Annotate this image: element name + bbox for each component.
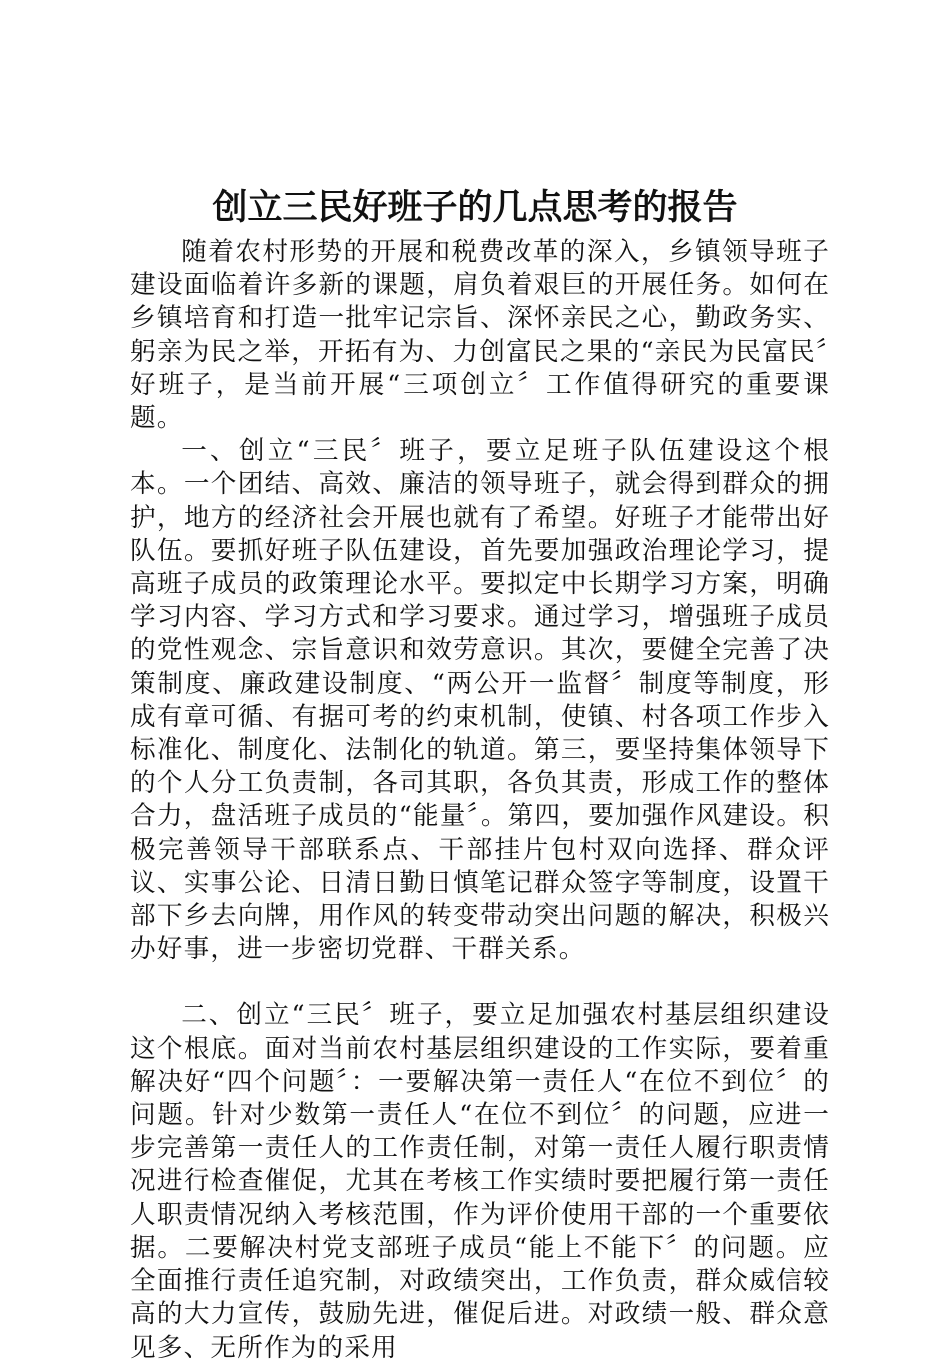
paragraph-intro: 随着农村形势的开展和税费改革的深入，乡镇领导班子建设面临着许多新的课题，肩负着艰巨的开展任务。如何在乡镇培育和打造一批牢记宗旨、深怀亲民之心，勤政务实、躬亲为民之举，开拓有为、力创富民之果的“亲民为民富民〞好班子，是当前开展“三项创立〞工作值得研究的重要课题。 <box>130 237 830 434</box>
document-title: 创立三民好班子的几点思考的报告 <box>212 187 738 228</box>
document-body <box>130 236 830 1365</box>
paragraph-section-two: 二、创立“三民〞班子，要立足加强农村基层组织建设这个根底。面对当前农村基层组织建设的工作实际，要着重解决好“四个问题〞：一要解决第一责任人“在位不到位〞的问题。针对少数第一责任人“在位不到位〞的问题，应进一步完善第一责任人的工作责任制，对第一责任人履行职责情况进行检查催促，尤其在考核工作实绩时要把履行第一责任人职责情况纳入考核范围，作为评价使用干部的一个重要依据。二要解决村党支部班子成员“能上不能下〞的问题。应全面推行责任追究制，对政绩突出，工作负责，群众威信较高的大力宣传，鼓励先进，催促后进。对政绩一般、群众意见多、无所作为的采用 <box>130 1000 830 1363</box>
paragraph-section-one: 一、创立“三民〞班子，要立足班子队伍建设这个根本。一个团结、高效、廉洁的领导班子，就会得到群众的拥护，地方的经济社会开展也就有了希望。好班子才能带出好队伍。要抓好班子队伍建设，首先要加强政治理论学习，提高班子成员的政策理论水平。要拟定中长期学习方案，明确学习内容、学习方式和学习要求。通过学习，增强班子成员的党性观念、宗旨意识和效劳意识。其次，要健全完善了决策制度、廉政建设制度、“两公开一监督〞制度等制度，形成有章可循、有据可考的约束机制，使镇、村各项工作步入标准化、制度化、法制化的轨道。第三，要坚持集体领导下的个人分工负责制，各司其职，各负其责，形成工作的整体合力，盘活班子成员的“能量〞。第四，要加强作风建设。积极完善领导干部联系点、干部挂片包村双向选择、群众评议、实事公论、日清日勤日慎笔记群众签字等制度，设置干部下乡去向牌，用作风的转变带动突出问题的解决，积极兴办好事，进一步密切党群、干群关系。 <box>130 436 830 965</box>
